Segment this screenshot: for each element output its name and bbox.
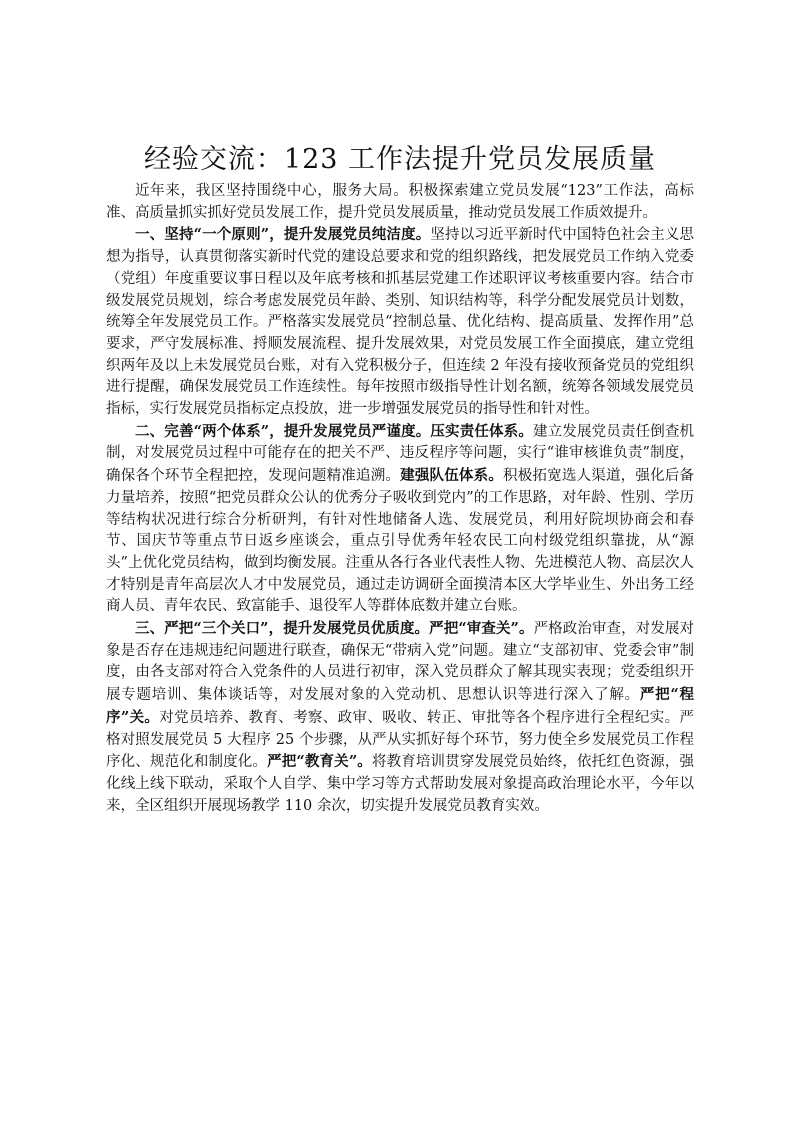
section-2-body-2: 积极拓宽选人渠道，强化后备力量培养，按照“把党员群众公认的优秀分子吸收到党内”的工作思路，对年龄、性别、学历等结构状况进行综合分析研判，有针对性地储备人选、发展党员，利用好院坝协商会和春节、国庆节等重点节日返乡座谈会，重点引导优秀年轻农民工向村级党组织靠拢，从“源头”上优化党员结构，做到均衡发展。注重从各行各业代表性人物、先进模范人物、高层次人才特别是青年高层次人才中发展党员，通过走访调研全面摸清本区大学毕业生、外出务工经商人员、青年农民、致富能手、退役军人等群体底数并建立台账。 xyxy=(106,468,695,615)
document-body xyxy=(106,181,694,817)
section-1-paragraph xyxy=(106,224,694,420)
section-3-subheading-3: 严把“教育关”。 xyxy=(267,753,372,771)
section-2-paragraph xyxy=(106,421,694,618)
section-3-paragraph xyxy=(106,618,694,817)
section-2-body-1: 建立发展党员责任倒查机制，对发展党员过程中可能存在的把关不严、违反程序等问题，实行“谁审核谁负责”制度，确保各个环节全程把控，发现问题精准追溯。 xyxy=(106,423,695,485)
section-3-body-3: 将教育培训贯穿发展党员始终，依托红色资源，强化线上线下联动，采取个人自学、集中学习等方式帮助发展对象提高政治理论水平，今年以来，全区组织开展现场教学 110 余次，切实提升发展党员教育实效。 xyxy=(106,754,695,814)
section-3-body-2: 对党员培养、教育、考察、政审、吸收、转正、审批等各个程序进行全程纪实。严格对照发展党员 5 大程序 25 个步骤，从严从实抓好每个环节，努力使全乡发展党员工作程序化、规范化和制度化。 xyxy=(106,709,694,771)
section-3-body-1: 严格政治审查，对发展对象是否存在违规违纪问题进行联查，确保无“带病入党”问题。建立“支部初审、党委会审”制度，由各支部对符合入党条件的人员进行初审，深入党员群众了解其现实表现；党委组织开展专题培训、集体谈话等，对发展对象的入党动机、思想认识等进行深入了解。 xyxy=(106,621,695,704)
document-title: 经验交流：123 工作法提升党员发展质量 xyxy=(143,144,657,175)
section-2-subheading-2: 建强队伍体系。 xyxy=(400,467,504,485)
intro-paragraph: 近年来，我区坚持围绕中心，服务大局。积极探索建立党员发展“123”工作法，高标准、高质量抓实抓好党员发展工作，提升党员发展质量，推动党员发展工作质效提升。 xyxy=(106,183,694,221)
section-2-heading: 二、完善“两个体系”，提升发展党员严谨度。 xyxy=(135,422,431,440)
section-3-heading: 三、严把“三个关口”，提升发展党员优质度。 xyxy=(135,620,430,638)
section-1-body: 坚持以习近平新时代中国特色社会主义思想为指导，认真贯彻落实新时代党的建设总要求和党的组织路线，把发展党员工作纳入党委（党组）年度重要议事日程以及年底考核和抓基层党建工作述职评议考核重要内容。结合市级发展党员规划，综合考虑发展党员年龄、类别、知识结构等，科学分配发展党员计划数，统筹全年发展党员工作。严格落实发展党员“控制总量、优化结构、提高质量、发挥作用”总要求，严守发展标准、捋顺发展流程、提升发展效果，对党员发展工作全面摸底，建立党组织两年及以上未发展党员台账，对有入党积极分子，但连续 2 年没有接收预备党员的党组织进行提醒，确保发展党员工作连续性。每年按照市级指导性计划名额，统筹各领域发展党员指标，实行发展党员指标定点投放，进一步增强发展党员的指导性和针对性。 xyxy=(106,227,695,418)
section-2-subheading-1: 压实责任体系。 xyxy=(430,422,533,440)
section-3-subheading-1: 严把“审查关”。 xyxy=(429,620,534,638)
section-3-subheading-2: 严把“程序”关。 xyxy=(106,686,694,726)
section-1-heading: 一、坚持“一个原则”，提升发展党员纯洁度。 xyxy=(135,226,431,244)
